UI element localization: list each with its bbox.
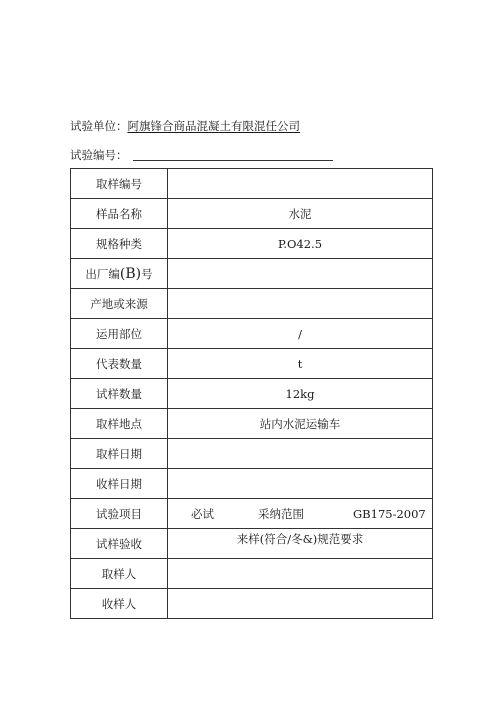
row-label: 样品名称 [71, 199, 168, 229]
row-value: 来样(符合/冬&)规范要求 [168, 529, 433, 559]
label-big: (B) [119, 265, 142, 282]
row-value: / [168, 319, 433, 349]
row-value [168, 439, 433, 469]
row-value [168, 559, 433, 589]
table-row [71, 349, 433, 379]
test-item-scope: 采纳范围 [258, 506, 304, 521]
row-label: 规格种类 [71, 229, 168, 259]
test-items-cell [168, 499, 433, 529]
test-unit-label: 试验单位： [70, 119, 128, 133]
row-value: P.O42.5 [168, 229, 433, 259]
table-row [71, 529, 433, 559]
test-item-required: 必试 [191, 506, 214, 521]
row-label: 收样人 [71, 589, 168, 619]
row-value [168, 289, 433, 319]
table-row [71, 379, 433, 409]
sample-form-table [70, 168, 433, 619]
row-value: 站内水泥运输车 [168, 409, 433, 439]
row-label: 代表数量 [71, 349, 168, 379]
test-number-line [70, 147, 128, 163]
row-label: 运用部位 [71, 319, 168, 349]
row-label: 试样数量 [71, 379, 168, 409]
row-value [168, 259, 433, 289]
row-label [71, 259, 168, 289]
table-row [71, 439, 433, 469]
label-suffix: 号 [141, 266, 153, 281]
row-value [168, 469, 433, 499]
table-row [71, 289, 433, 319]
test-item-standard: GB175-2007 [353, 506, 426, 521]
table-row [71, 319, 433, 349]
row-label: 取样日期 [71, 439, 168, 469]
row-label: 收样日期 [71, 469, 168, 499]
test-unit-name: 阿旗锋合商品混凝土有限混任公司 [127, 119, 300, 133]
row-label: 试验项目 [71, 499, 168, 529]
table-row [71, 409, 433, 439]
table-row [71, 469, 433, 499]
row-label: 产地或来源 [71, 289, 168, 319]
row-label: 取样地点 [71, 409, 168, 439]
row-label: 取样编号 [71, 169, 168, 199]
table-row [71, 559, 433, 589]
table-row [71, 499, 433, 529]
row-value [168, 589, 433, 619]
test-number-label: 试验编号： [70, 148, 128, 162]
table-row [71, 169, 433, 199]
row-value [168, 169, 433, 199]
test-unit-line [70, 118, 300, 134]
test-number-blank [133, 160, 333, 161]
label-prefix: 出厂编 [85, 266, 120, 281]
table-row [71, 199, 433, 229]
row-value: 12kg [168, 379, 433, 409]
table-row [71, 589, 433, 619]
table-row [71, 229, 433, 259]
row-value: 水泥 [168, 199, 433, 229]
table-row [71, 259, 433, 289]
row-label: 取样人 [71, 559, 168, 589]
row-label: 试样验收 [71, 529, 168, 559]
row-value: t [168, 349, 433, 379]
